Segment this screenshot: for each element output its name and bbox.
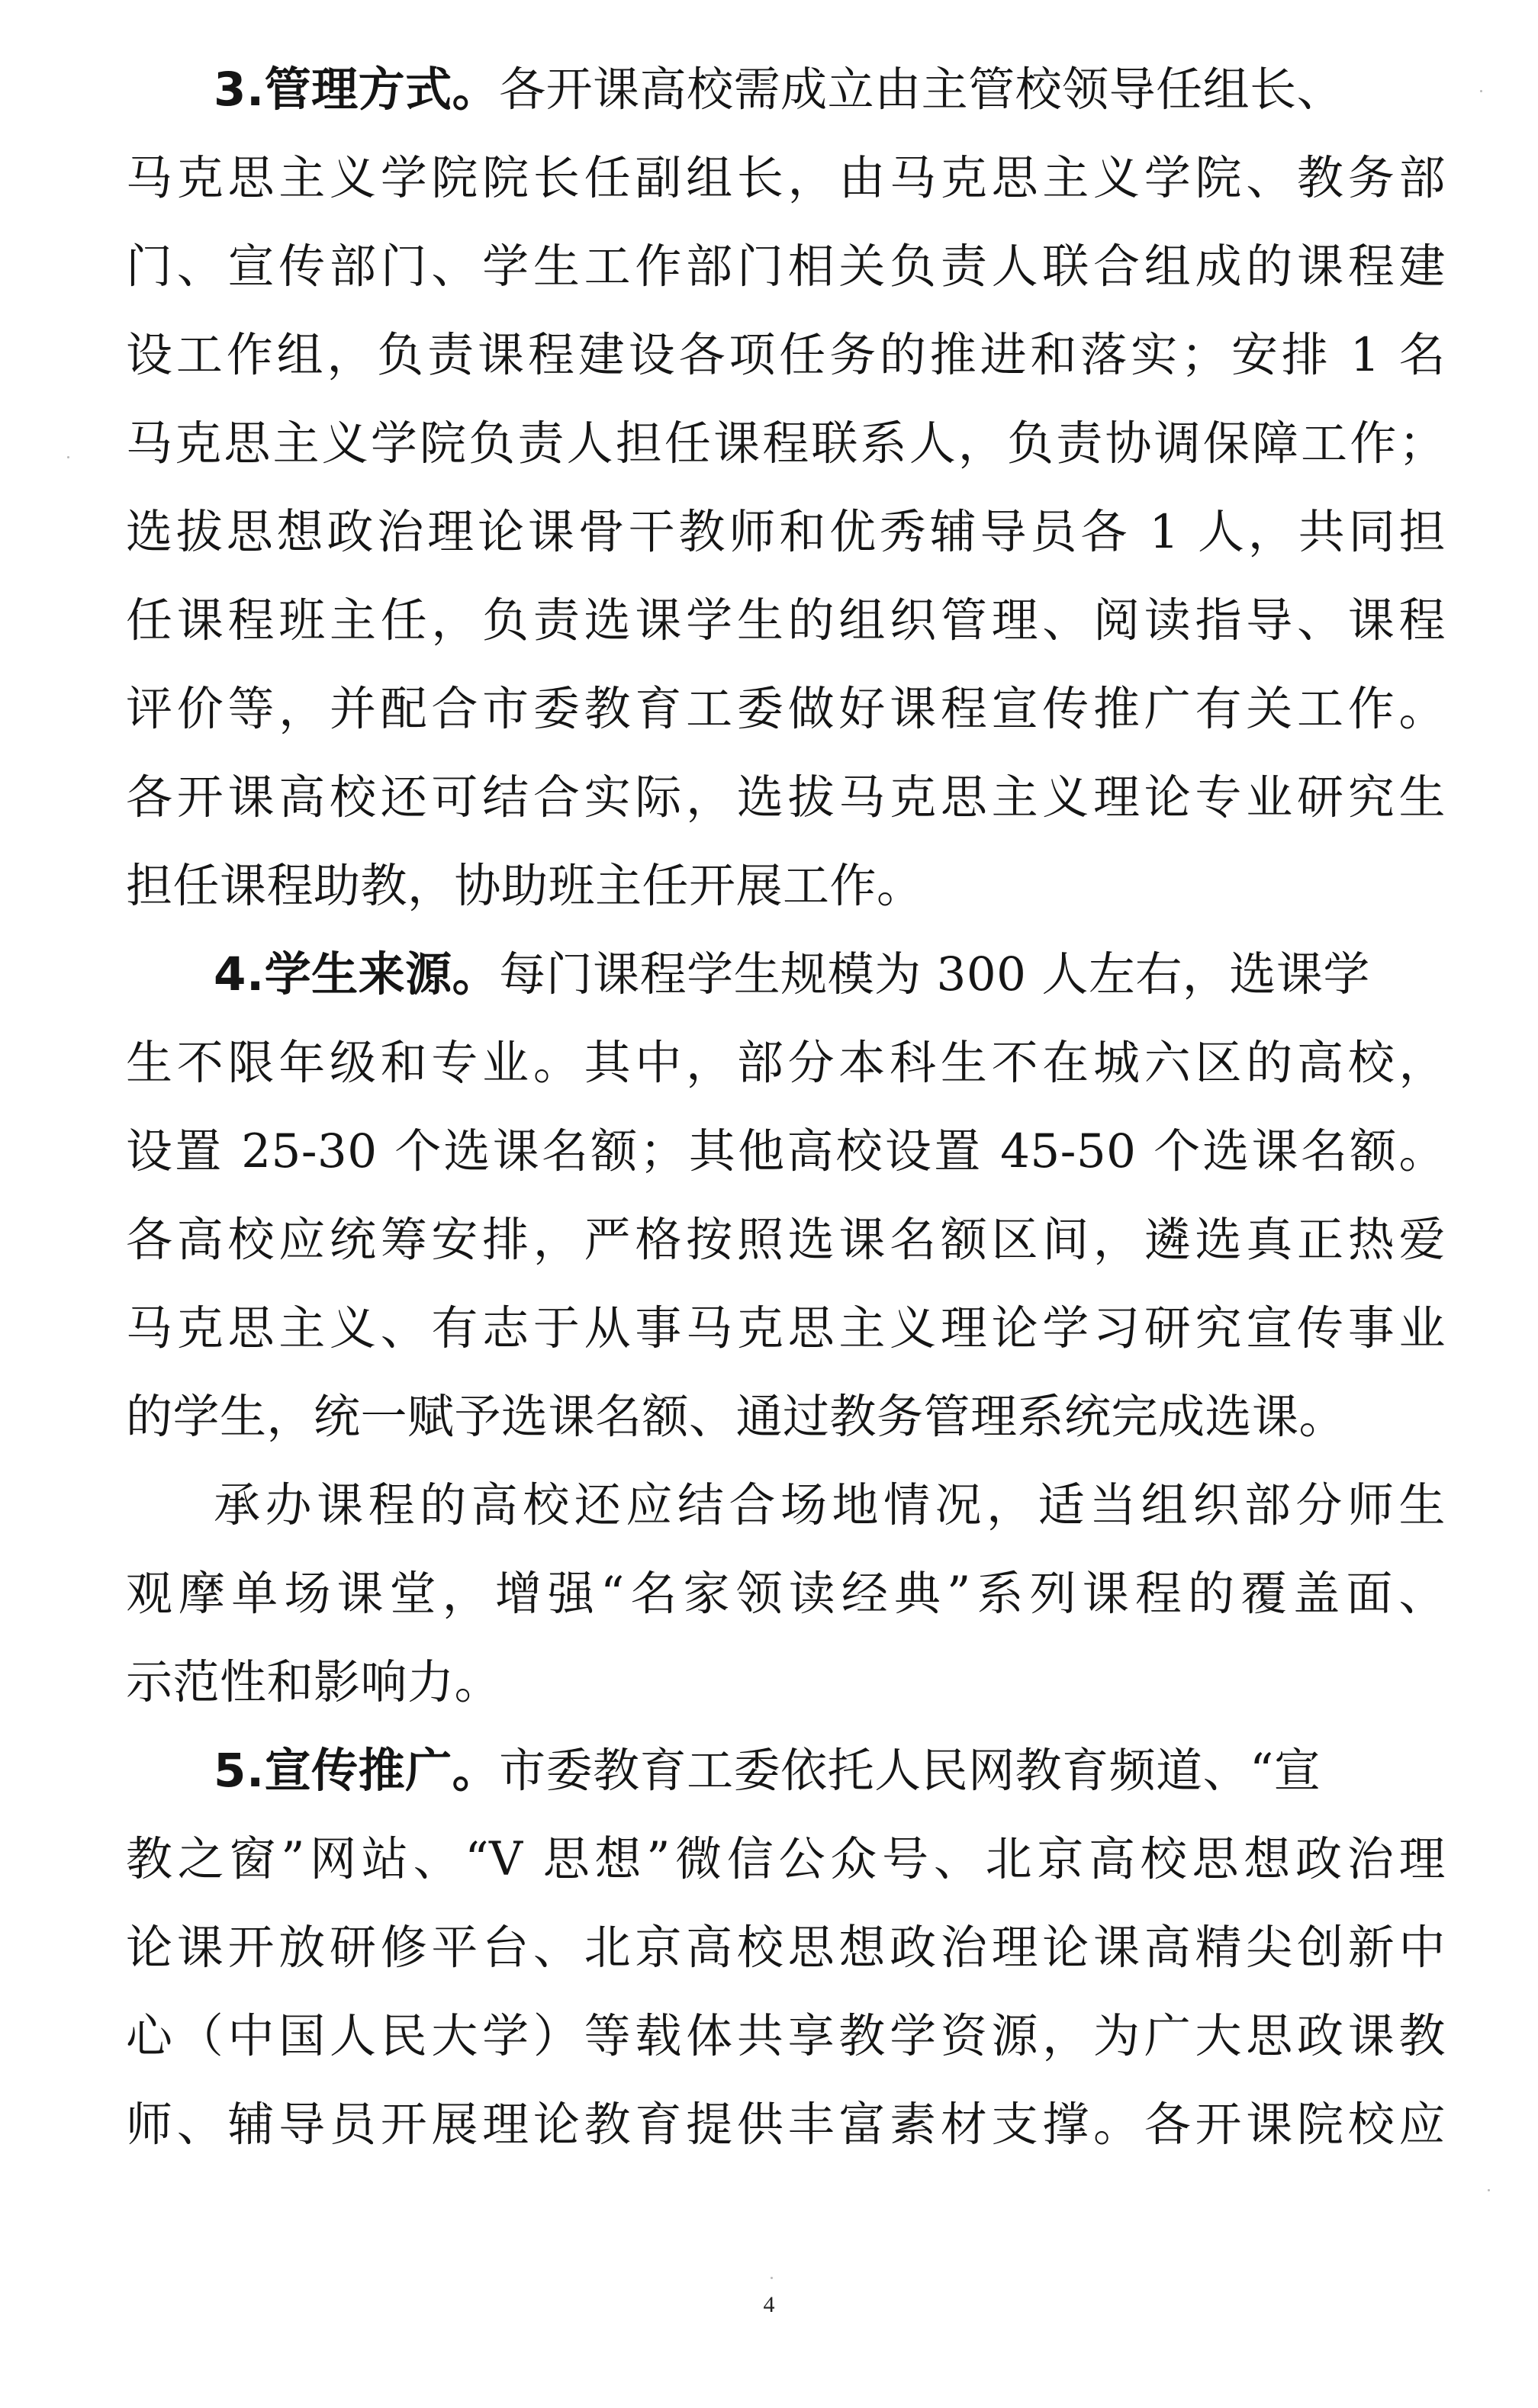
paragraph-3-line-5: 马克思主义学院负责人担任课程联系人，负责协调保障工作； xyxy=(126,416,1446,471)
paragraph-4-line-6: 的学生，统一赋予选课名额、通过教务管理系统完成选课。 xyxy=(126,1390,1347,1444)
paragraph-3-text: 各开课高校需成立由主管校领导任组长、 xyxy=(499,63,1344,117)
paragraph-3-line-3: 门、宣传部门、学生工作部门相关负责人联合组成的课程建 xyxy=(126,240,1446,294)
paragraph-extra-line-3: 示范性和影响力。 xyxy=(126,1655,502,1709)
scan-speck xyxy=(1480,90,1482,92)
paragraph-3-line-1 xyxy=(126,46,1446,134)
paragraph-5-text: 市委教育工委依托人民网教育频道、“宣 xyxy=(499,1744,1321,1798)
paragraph-5-line-4: 心（中国人民大学）等载体共享教学资源，为广大思政课教 xyxy=(126,2009,1446,2063)
paragraph-3-line-7: 任课程班主任，负责选课学生的组织管理、阅读指导、课程 xyxy=(126,593,1446,648)
paragraph-5-line-1 xyxy=(126,1727,1446,1815)
paragraph-extra-line-2: 观摩单场课堂，增强“名家领读经典”系列课程的覆盖面、 xyxy=(126,1567,1446,1621)
scan-speck xyxy=(771,2277,773,2279)
paragraph-4-line-3: 设置 25-30 个选课名额；其他高校设置 45-50 个选课名额。 xyxy=(126,1124,1446,1178)
paragraph-3-line-9: 各开课高校还可结合实际，选拔马克思主义理论专业研究生 xyxy=(126,770,1446,825)
paragraph-4-line-1 xyxy=(126,931,1446,1019)
paragraph-3-heading: 3.管理方式。 xyxy=(214,63,500,117)
paragraph-3-line-6: 选拔思想政治理论课骨干教师和优秀辅导员各 1 人，共同担 xyxy=(126,505,1446,559)
paragraph-extra-line-1: 承办课程的高校还应结合场地情况，适当组织部分师生 xyxy=(214,1478,1446,1532)
paragraph-3-line-10: 担任课程助教，协助班主任开展工作。 xyxy=(126,859,924,913)
paragraph-4-text: 每门课程学生规模为 300 人左右，选课学 xyxy=(499,947,1370,1001)
paragraph-4-line-4: 各高校应统筹安排，严格按照选课名额区间，遴选真正热爱 xyxy=(126,1213,1446,1267)
paragraph-5-heading: 5.宣传推广。 xyxy=(214,1744,500,1798)
paragraph-4-heading: 4.学生来源。 xyxy=(214,947,500,1001)
paragraph-5-line-5: 师、辅导员开展理论教育提供丰富素材支撑。各开课院校应 xyxy=(126,2098,1446,2152)
page-number: 4 xyxy=(763,2292,775,2317)
paragraph-3-line-8: 评价等，并配合市委教育工委做好课程宣传推广有关工作。 xyxy=(126,682,1446,736)
body-text xyxy=(126,46,1446,2169)
scan-speck xyxy=(1488,2189,1490,2191)
paragraph-3-line-2: 马克思主义学院院长任副组长，由马克思主义学院、教务部 xyxy=(126,151,1446,205)
paragraph-4-line-2: 生不限年级和专业。其中，部分本科生不在城六区的高校， xyxy=(126,1036,1446,1090)
paragraph-3-line-4: 设工作组，负责课程建设各项任务的推进和落实；安排 1 名 xyxy=(126,328,1446,382)
paragraph-4-line-5: 马克思主义、有志于从事马克思主义理论学习研究宣传事业 xyxy=(126,1301,1446,1355)
scan-speck xyxy=(67,456,69,458)
paragraph-5-line-3: 论课开放研修平台、北京高校思想政治理论课高精尖创新中 xyxy=(126,1921,1446,1975)
paragraph-5-line-2: 教之窗”网站、“V 思想”微信公众号、北京高校思想政治理 xyxy=(126,1832,1446,1886)
